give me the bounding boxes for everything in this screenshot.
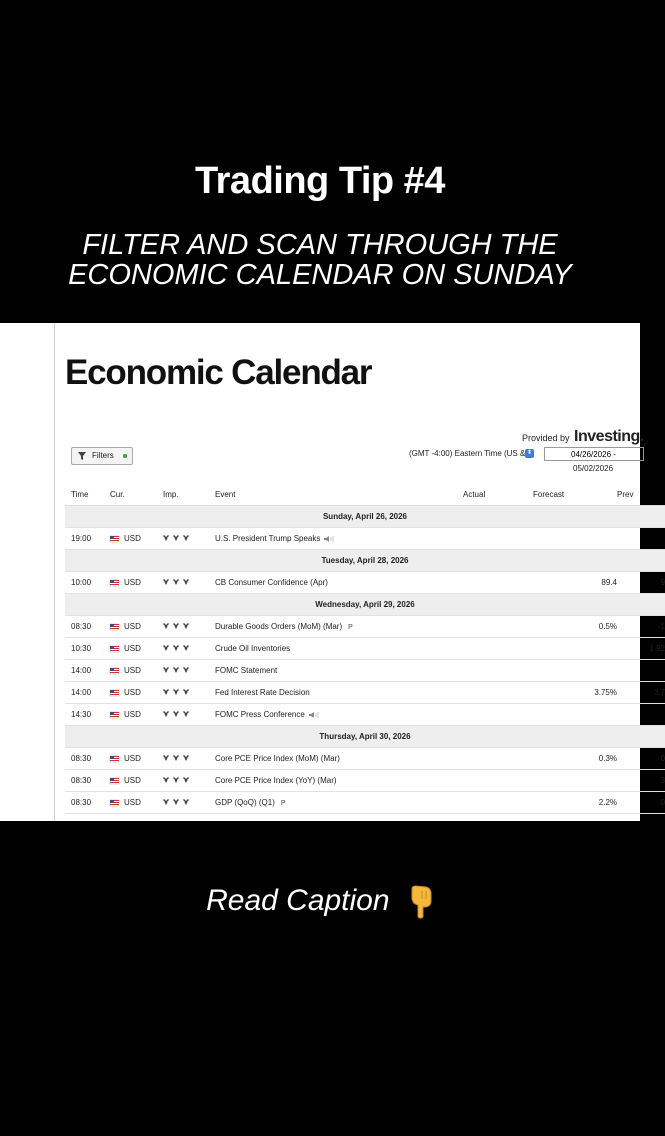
currency-code: USD: [124, 534, 141, 543]
cell-time: 19:00: [65, 528, 110, 550]
cell-event[interactable]: [215, 748, 463, 770]
importance-bulls-icon: [163, 623, 193, 630]
event-name[interactable]: U.S. President Trump Speaks: [215, 534, 321, 543]
day-label: Sunday, April 26, 2026: [65, 506, 665, 528]
calendar-table: [65, 484, 665, 814]
provided-by: [522, 428, 644, 446]
us-flag-icon: [110, 580, 119, 586]
table-row[interactable]: [65, 572, 665, 594]
table-row[interactable]: [65, 528, 665, 550]
importance-bulls-icon: [163, 579, 193, 586]
cell-importance: [163, 638, 215, 660]
currency-code: USD: [124, 666, 141, 675]
preliminary-tag: P: [280, 800, 286, 807]
col-currency[interactable]: Cur.: [110, 484, 163, 506]
table-row[interactable]: [65, 748, 665, 770]
cell-previous: 0: [617, 748, 665, 770]
day-label: Thursday, April 30, 2026: [65, 726, 665, 748]
day-header: [65, 506, 665, 528]
cell-time: 08:30: [65, 792, 110, 814]
importance-bulls-icon: [163, 535, 193, 542]
filters-label: Filters: [92, 451, 114, 460]
speech-icon: [309, 712, 319, 718]
cell-importance: [163, 660, 215, 682]
cell-time: 08:30: [65, 770, 110, 792]
event-name[interactable]: CB Consumer Confidence (Apr): [215, 578, 328, 587]
cell-currency: [110, 748, 163, 770]
cell-currency: [110, 660, 163, 682]
cell-actual: [463, 572, 533, 594]
filters-button[interactable]: [71, 447, 133, 465]
currency-code: USD: [124, 710, 141, 719]
cell-time: 10:30: [65, 638, 110, 660]
table-row[interactable]: [65, 682, 665, 704]
us-flag-icon: [110, 778, 119, 784]
importance-bulls-icon: [163, 755, 193, 762]
cell-previous: 3: [617, 770, 665, 792]
cell-actual: [463, 682, 533, 704]
us-flag-icon: [110, 712, 119, 718]
col-time[interactable]: Time: [65, 484, 110, 506]
cell-importance: [163, 682, 215, 704]
cell-importance: [163, 792, 215, 814]
cell-importance: [163, 528, 215, 550]
importance-bulls-icon: [163, 777, 193, 784]
currency-code: USD: [124, 622, 141, 631]
tip-subtitle: [0, 230, 640, 290]
cell-forecast: 0.3%: [533, 748, 617, 770]
cell-event[interactable]: [215, 682, 463, 704]
importance-bulls-icon: [163, 711, 193, 718]
brand-logo[interactable]: Investing.: [574, 428, 644, 445]
subtitle-line-1: FILTER AND SCAN THROUGH THE: [82, 229, 558, 261]
cell-previous: 3.7: [617, 682, 665, 704]
cell-event[interactable]: [215, 770, 463, 792]
cell-importance: [163, 770, 215, 792]
date-range-end: 05/02/2026: [573, 464, 614, 473]
cell-importance: [163, 616, 215, 638]
read-caption: [0, 884, 640, 919]
cell-importance: [163, 748, 215, 770]
cell-actual: [463, 770, 533, 792]
us-flag-icon: [110, 690, 119, 696]
day-header: [65, 726, 665, 748]
cell-actual: [463, 748, 533, 770]
cell-importance: [163, 704, 215, 726]
day-header: [65, 550, 665, 572]
event-name[interactable]: Crude Oil Inventories: [215, 644, 291, 653]
cell-previous: 0: [617, 792, 665, 814]
day-label: Wednesday, April 29, 2026: [65, 594, 665, 616]
col-event[interactable]: Event: [215, 484, 463, 506]
importance-bulls-icon: [163, 799, 193, 806]
cell-previous: [617, 704, 665, 726]
cell-currency: [110, 528, 163, 550]
event-name[interactable]: FOMC Press Conference: [215, 710, 305, 719]
event-name[interactable]: GDP (QoQ) (Q1): [215, 798, 275, 807]
cell-event[interactable]: [215, 638, 463, 660]
timezone-select[interactable]: (GMT -4:00) Eastern Time (US &: [409, 449, 526, 458]
cell-currency: [110, 572, 163, 594]
cell-time: 14:00: [65, 682, 110, 704]
table-row[interactable]: [65, 704, 665, 726]
cell-actual: [463, 638, 533, 660]
cell-forecast: 0.5%: [533, 616, 617, 638]
table-row[interactable]: [65, 616, 665, 638]
cell-previous: 1.92: [617, 638, 665, 660]
currency-code: USD: [124, 798, 141, 807]
cell-currency: [110, 616, 163, 638]
cell-event[interactable]: [215, 528, 463, 550]
cell-event[interactable]: [215, 792, 463, 814]
cell-forecast: 89.4: [533, 572, 617, 594]
cell-forecast: [533, 638, 617, 660]
cell-previous: [617, 660, 665, 682]
cell-actual: [463, 704, 533, 726]
us-flag-icon: [110, 536, 119, 542]
table-row[interactable]: [65, 638, 665, 660]
cell-event[interactable]: [215, 616, 463, 638]
table-row[interactable]: [65, 660, 665, 682]
cell-time: 08:30: [65, 748, 110, 770]
date-range-input[interactable]: 04/26/2026 -: [544, 447, 644, 461]
cell-time: 14:00: [65, 660, 110, 682]
left-divider: [54, 323, 55, 821]
pointing-down-hand-icon: [408, 885, 434, 919]
cell-actual: [463, 792, 533, 814]
currency-code: USD: [124, 578, 141, 587]
cell-event[interactable]: [215, 572, 463, 594]
importance-bulls-icon: [163, 645, 193, 652]
currency-code: USD: [124, 754, 141, 763]
cell-time: 14:30: [65, 704, 110, 726]
table-row[interactable]: [65, 770, 665, 792]
cell-event[interactable]: [215, 704, 463, 726]
event-name[interactable]: Core PCE Price Index (YoY) (Mar): [215, 776, 337, 785]
cell-currency: [110, 638, 163, 660]
event-name[interactable]: FOMC Statement: [215, 666, 278, 675]
col-actual[interactable]: Actual: [463, 484, 533, 506]
cell-previous: -1: [617, 616, 665, 638]
day-label: Tuesday, April 28, 2026: [65, 550, 665, 572]
currency-code: USD: [124, 644, 141, 653]
calendar-screenshot: [0, 323, 665, 821]
us-flag-icon: [110, 668, 119, 674]
cell-forecast: [533, 770, 617, 792]
us-flag-icon: [110, 756, 119, 762]
col-previous[interactable]: Prev: [617, 484, 665, 506]
importance-bulls-icon: [163, 667, 193, 674]
cell-importance: [163, 572, 215, 594]
event-name[interactable]: Fed Interest Rate Decision: [215, 688, 310, 697]
cell-currency: [110, 704, 163, 726]
cell-forecast: [533, 704, 617, 726]
cell-actual: [463, 616, 533, 638]
cell-actual: [463, 660, 533, 682]
us-flag-icon: [110, 624, 119, 630]
caption-text: Read Caption: [206, 884, 390, 917]
us-flag-icon: [110, 800, 119, 806]
cell-previous: [617, 528, 665, 550]
preliminary-tag: P: [348, 624, 353, 631]
table-row[interactable]: [65, 792, 665, 814]
us-flag-icon: [110, 646, 119, 652]
importance-bulls-icon: [163, 689, 193, 696]
col-forecast[interactable]: Forecast: [533, 484, 617, 506]
cell-previous: 9: [617, 572, 665, 594]
provided-by-label: Provided by: [522, 433, 570, 443]
cell-forecast: [533, 528, 617, 550]
cell-currency: [110, 792, 163, 814]
cell-currency: [110, 682, 163, 704]
event-name[interactable]: Durable Goods Orders (MoM) (Mar): [215, 622, 343, 631]
event-name[interactable]: Core PCE Price Index (MoM) (Mar): [215, 754, 340, 763]
cell-forecast: 3.75%: [533, 682, 617, 704]
cell-forecast: [533, 660, 617, 682]
funnel-icon: [77, 451, 87, 461]
currency-code: USD: [124, 688, 141, 697]
day-header: [65, 594, 665, 616]
speech-icon: [324, 536, 334, 542]
cell-actual: [463, 528, 533, 550]
cell-currency: [110, 770, 163, 792]
calendar-heading: Economic Calendar: [65, 353, 372, 392]
currency-code: USD: [124, 776, 141, 785]
cell-forecast: 2.2%: [533, 792, 617, 814]
cell-time: 10:00: [65, 572, 110, 594]
col-importance[interactable]: Imp.: [163, 484, 215, 506]
tip-title: Trading Tip #4: [195, 160, 445, 202]
cell-event[interactable]: [215, 660, 463, 682]
subtitle-line-2: ECONOMIC CALENDAR ON SUNDAY: [68, 259, 572, 291]
cell-time: 08:30: [65, 616, 110, 638]
filters-active-dot: [123, 454, 127, 458]
timezone-dropdown-icon[interactable]: ⬍: [526, 450, 533, 456]
